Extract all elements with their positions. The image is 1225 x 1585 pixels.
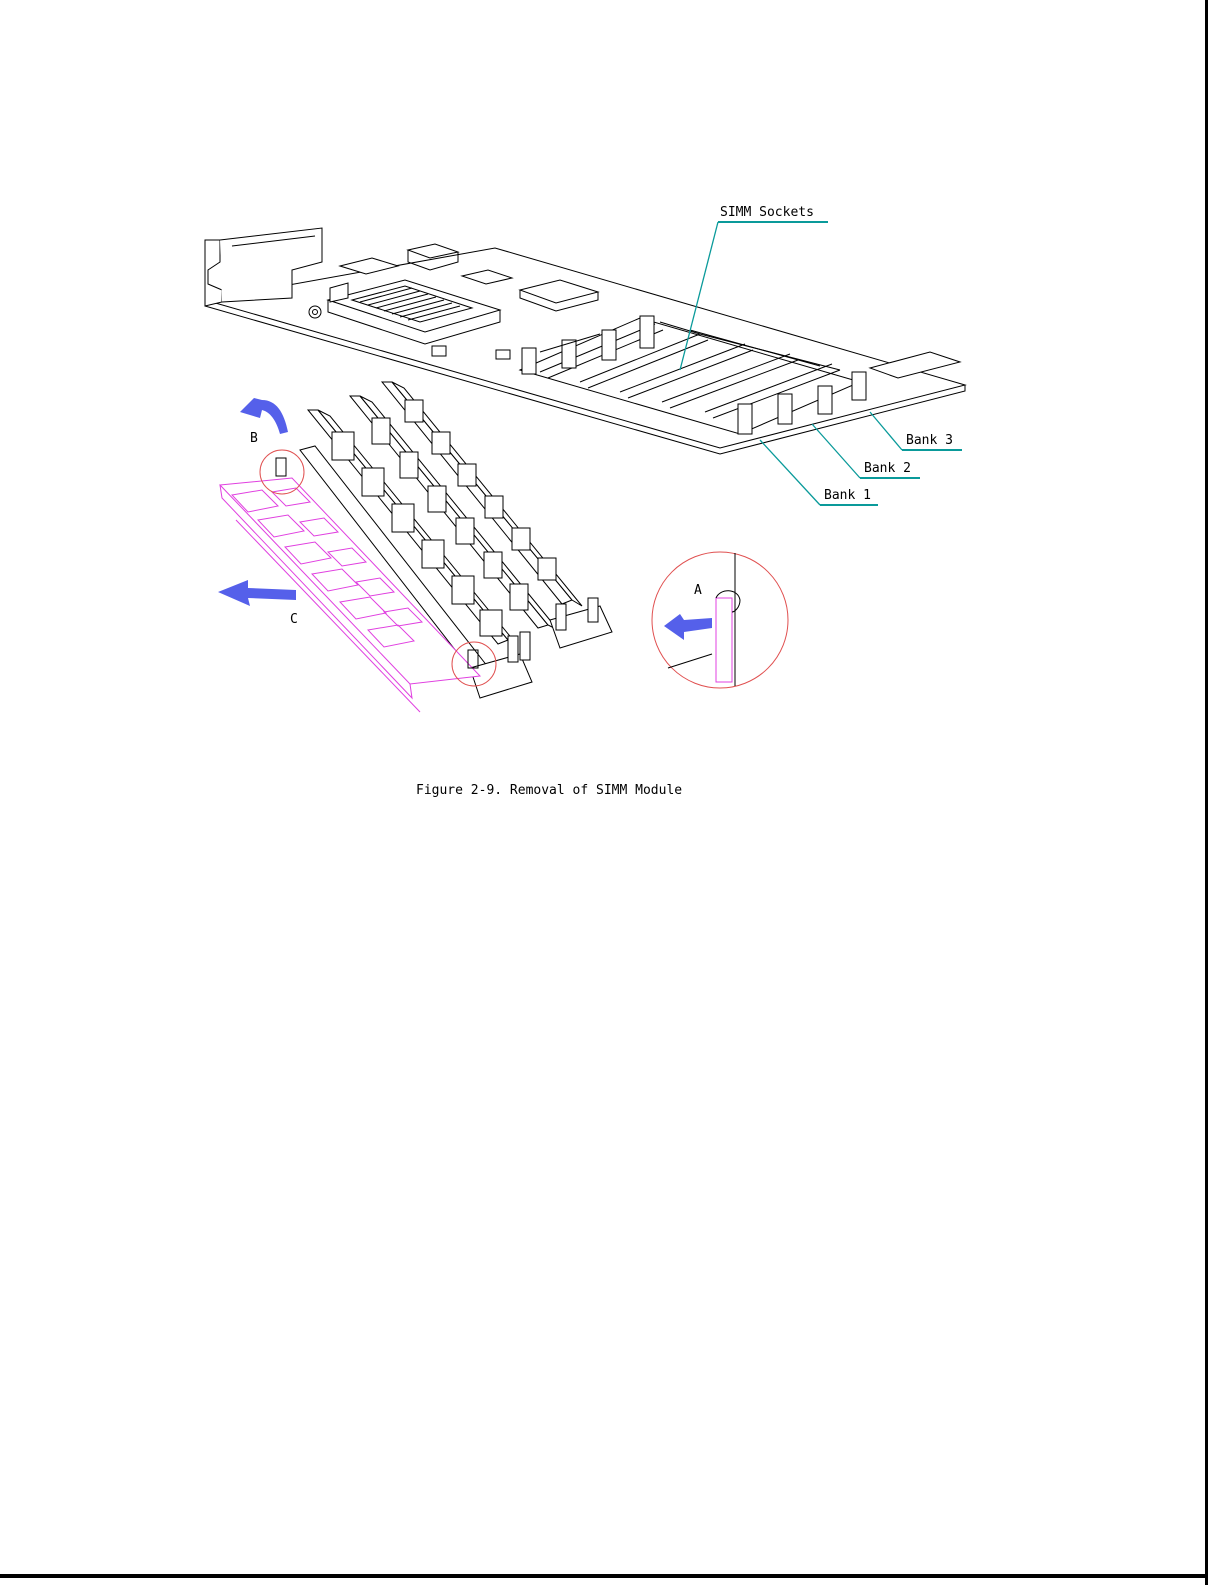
bank-1-label: Bank 1 [824,488,871,503]
callout-bank-3 [870,412,962,450]
step-label-b: B [250,431,258,446]
arrow-a-icon [664,614,712,640]
figure-caption: Figure 2-9. Removal of SIMM Module [416,783,683,798]
simm-sockets-label: SIMM Sockets [720,205,814,220]
step-label-a: A [694,583,702,598]
bank-3-label: Bank 3 [906,433,953,448]
callout-bank-1 [760,440,878,505]
arrow-c-icon [218,580,296,606]
simm-socket-rows [520,316,866,434]
detail-a [652,552,788,688]
step-label-c: C [290,612,298,627]
bank-2-label: Bank 2 [864,461,911,476]
arrow-b-icon [240,398,288,434]
